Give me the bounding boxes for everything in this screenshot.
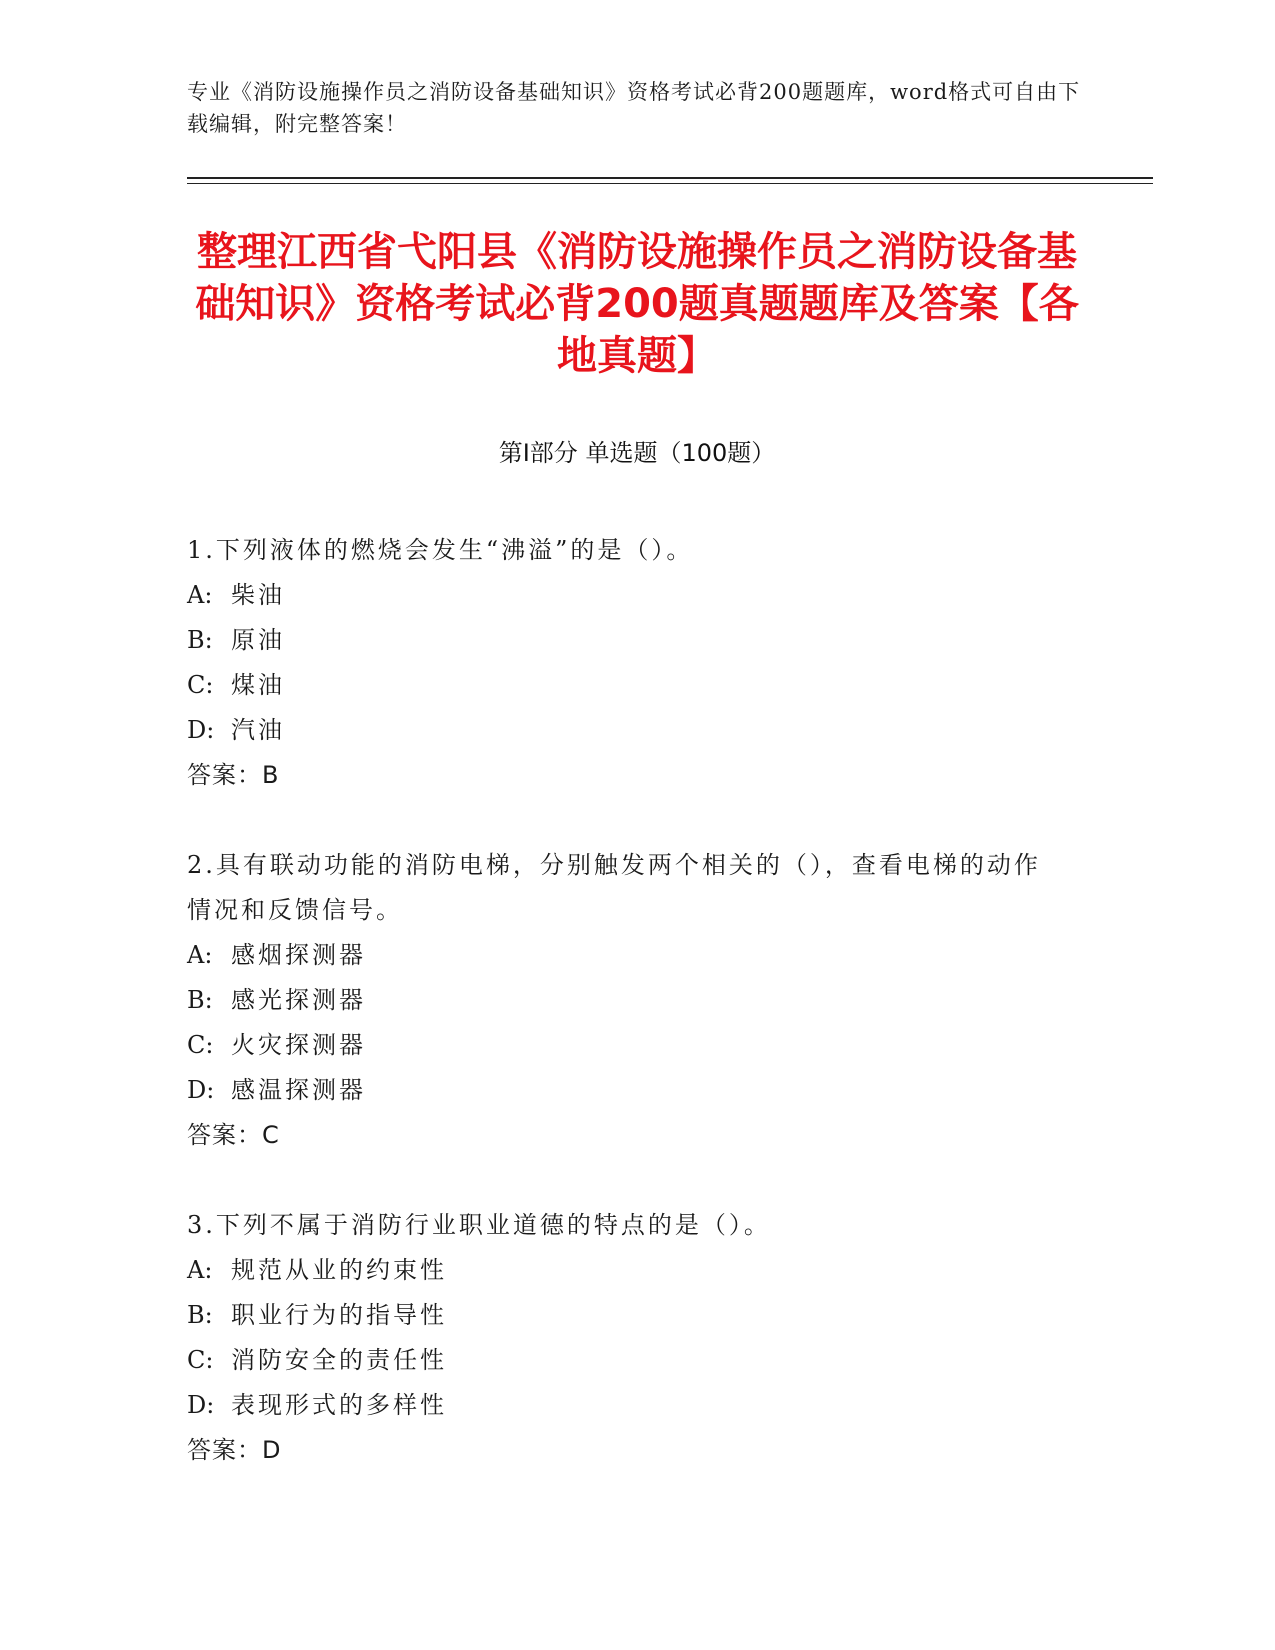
option-b — [187, 1293, 1067, 1338]
question-stem: 3.下列不属于消防行业职业道德的特点的是（）。 — [187, 1211, 771, 1239]
option-key: A: — [187, 941, 213, 969]
option-key: B: — [187, 1301, 213, 1329]
option-d — [187, 1383, 1067, 1428]
option-d — [187, 1068, 1067, 1113]
option-text: 消防安全的责任性 — [231, 1346, 447, 1374]
option-key: D: — [187, 1391, 215, 1419]
option-key: B: — [187, 986, 213, 1014]
question-list — [187, 528, 1067, 1518]
header-divider-thick — [187, 177, 1153, 179]
section-heading: 第Ⅰ部分 单选题（100题） — [498, 439, 776, 467]
option-key: B: — [187, 626, 213, 654]
option-text: 汽油 — [231, 716, 285, 744]
option-text: 火灾探测器 — [231, 1031, 366, 1059]
option-key: D: — [187, 716, 215, 744]
question-1 — [187, 528, 1067, 798]
option-d — [187, 708, 1067, 753]
option-text: 职业行为的指导性 — [231, 1301, 447, 1329]
option-c — [187, 1023, 1067, 1068]
option-key: C: — [187, 671, 214, 699]
option-text: 感温探测器 — [231, 1076, 366, 1104]
header-divider-thin — [187, 183, 1153, 184]
question-2 — [187, 843, 1067, 1158]
option-text: 柴油 — [231, 581, 285, 609]
option-text: 原油 — [231, 626, 285, 654]
option-text: 规范从业的约束性 — [231, 1256, 447, 1284]
option-text: 煤油 — [231, 671, 285, 699]
option-key: C: — [187, 1346, 214, 1374]
question-3 — [187, 1203, 1067, 1473]
option-b — [187, 978, 1067, 1023]
option-c — [187, 663, 1067, 708]
option-text: 表现形式的多样性 — [231, 1391, 447, 1419]
document-title: 整理江西省弋阳县《消防设施操作员之消防设备基础知识》资格考试必背200题真题题库及答案【各地真题】 — [195, 229, 1079, 379]
option-a — [187, 1248, 1067, 1293]
answer-line: 答案：C — [187, 1121, 280, 1149]
option-key: C: — [187, 1031, 214, 1059]
option-text: 感光探测器 — [231, 986, 366, 1014]
option-key: A: — [187, 581, 213, 609]
option-key: A: — [187, 1256, 213, 1284]
page-header-note: 专业《消防设施操作员之消防设备基础知识》资格考试必背200题题库，word格式可自由下载编辑，附完整答案！ — [187, 80, 1081, 136]
option-c — [187, 1338, 1067, 1383]
option-b — [187, 618, 1067, 663]
option-a — [187, 933, 1067, 978]
question-stem: 1.下列液体的燃烧会发生“沸溢”的是（）。 — [187, 536, 694, 564]
question-stem: 2.具有联动功能的消防电梯，分别触发两个相关的（），查看电梯的动作情况和反馈信号。 — [187, 851, 1041, 924]
answer-line: 答案：B — [187, 761, 280, 789]
option-a — [187, 573, 1067, 618]
option-key: D: — [187, 1076, 215, 1104]
option-text: 感烟探测器 — [231, 941, 366, 969]
answer-line: 答案：D — [187, 1436, 282, 1464]
